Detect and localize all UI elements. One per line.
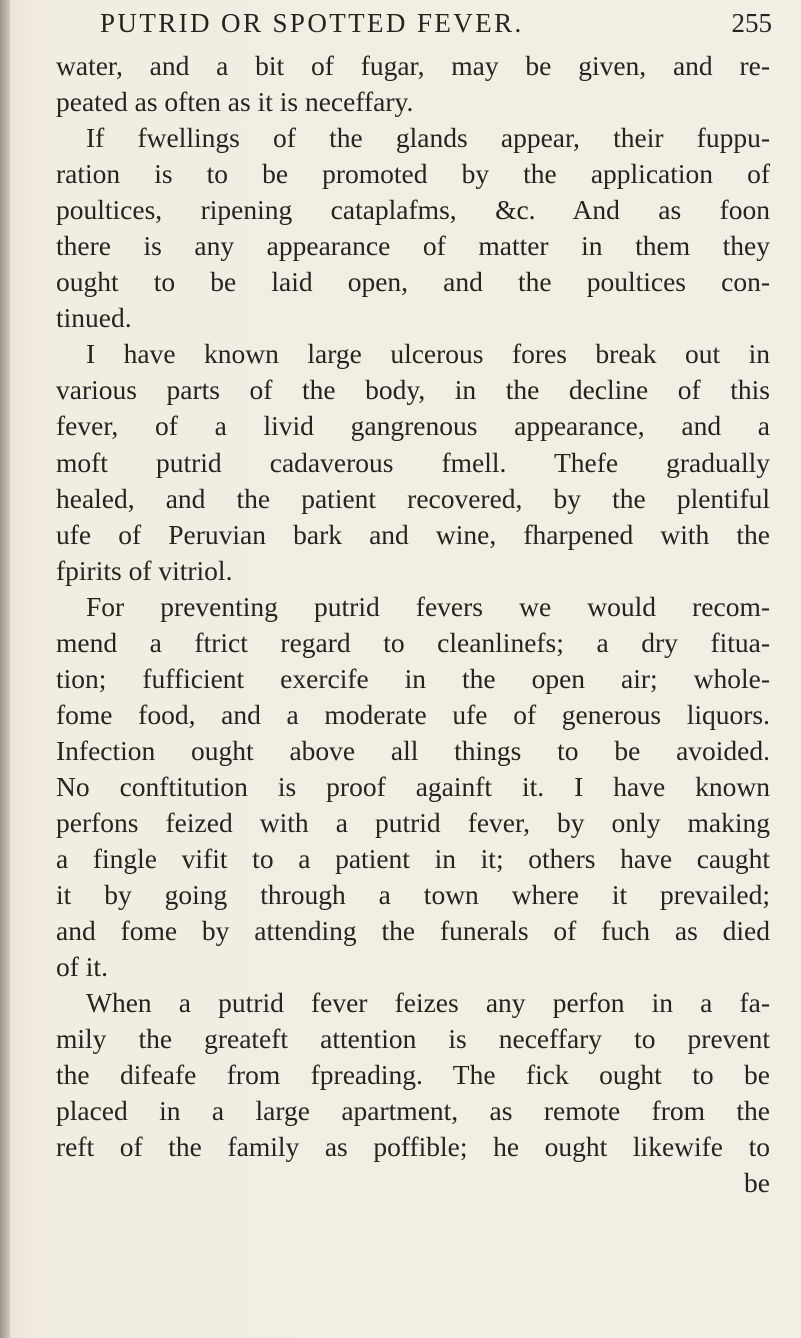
text-line: No conftitution is proof againft it. I have known — [56, 770, 770, 802]
text-line: tinued. — [56, 302, 132, 334]
paragraph-start-line: When a putrid fever feizes any perfon in a fa- — [86, 987, 770, 1019]
text-line: placed in a large apartment, as remote from the — [56, 1095, 770, 1127]
catchword: be — [744, 1167, 770, 1199]
text-line: perfons feized with a putrid fever, by only making — [56, 806, 770, 838]
text-line: peated as often as it is neceffary. — [56, 86, 414, 118]
text-line: and fome by attending the funerals of fuch as died — [56, 915, 770, 947]
text-line: tion; fufficient exercife in the open air; whole- — [56, 662, 770, 694]
text-line: ufe of Peruvian bark and wine, fharpened with the — [56, 518, 770, 550]
page-number: 255 — [731, 8, 772, 38]
text-line: moft putrid cadaverous fmell. Thefe gradually — [56, 446, 770, 478]
text-line: mily the greateft attention is neceffary to prevent — [56, 1023, 770, 1055]
paragraph-start-line: I have known large ulcerous fores break out in — [86, 338, 770, 370]
text-line: fpirits of vitriol. — [56, 554, 233, 586]
text-line: ration is to be promoted by the application of — [56, 158, 770, 190]
text-line: a fingle vifit to a patient in it; others have caught — [56, 843, 770, 875]
text-line: it by going through a town where it prevailed; — [56, 879, 770, 911]
text-line: water, and a bit of fugar, may be given, and re- — [56, 50, 770, 81]
text-line: mend a ftrict regard to cleanlinefs; a dry fitua- — [56, 626, 770, 658]
text-line: the difeafe from fpreading. The fick ought to be — [56, 1059, 770, 1091]
text-line: fome food, and a moderate ufe of generous liquors. — [56, 698, 770, 730]
page-gutter-shadow — [0, 0, 10, 1338]
paragraph-start-line: If fwellings of the glands appear, their fuppu- — [86, 122, 770, 154]
body-text — [56, 48, 770, 1202]
text-line: reft of the family as poffible; he ought likewife to — [56, 1131, 770, 1163]
text-line: ought to be laid open, and the poultices con- — [56, 266, 770, 298]
text-line: poultices, ripening cataplafms, &c. And as foon — [56, 194, 770, 226]
text-line: healed, and the patient recovered, by the plentiful — [56, 482, 770, 514]
running-title: PUTRID OR SPOTTED FEVER. — [100, 8, 524, 38]
text-line: various parts of the body, in the decline of this — [56, 374, 770, 406]
running-head — [100, 8, 780, 48]
text-line: there is any appearance of matter in them they — [56, 230, 770, 262]
text-line: of it. — [56, 951, 108, 983]
text-line: fever, of a livid gangrenous appearance, and a — [56, 410, 770, 442]
text-line: Infection ought above all things to be avoided. — [56, 734, 770, 766]
paragraph-start-line: For preventing putrid fevers we would recom- — [86, 590, 770, 622]
